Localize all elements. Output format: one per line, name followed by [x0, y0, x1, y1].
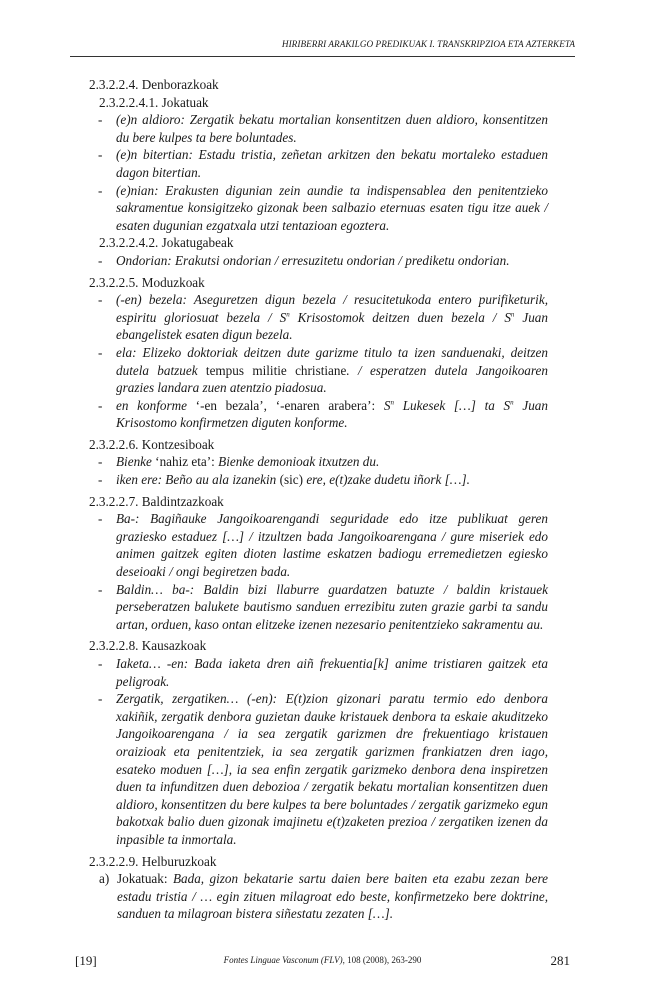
latin-phrase: tempus militie christiane — [205, 362, 347, 378]
example-text: (e)nian: Erakusten digunian zein aundie ta indispensablea den penitentzieko sakramentue konsigitzeko gizonak been salbazio eternuas esaten tigu itze auek / esaten dugunian ezgatxala utzi tentazioan egoztera. — [116, 182, 548, 233]
dash-marker: - — [98, 397, 103, 413]
dash-marker: - — [98, 511, 103, 527]
section-number: 2.3.2.2.7. — [89, 493, 139, 509]
item-label: a) — [99, 871, 110, 887]
section-title: Kontzesiboak — [141, 436, 215, 452]
dash-marker: - — [98, 454, 103, 470]
section-heading-baldintzazkoak — [89, 493, 548, 511]
header-divider — [70, 56, 575, 57]
dash-marker: - — [98, 691, 103, 707]
list-item — [89, 510, 548, 580]
section-title: Helburuzkoak — [141, 853, 217, 869]
sic-note: (sic) — [276, 472, 307, 488]
example-text: ere, e(t)zake dudetu iñork […]. — [306, 472, 470, 488]
text-part: Juan ebangelistek esaten digun bezela. — [116, 309, 548, 343]
subsection-heading-jokatugabeak — [89, 234, 548, 252]
list-item — [89, 870, 548, 923]
example-text: Bienke demonioak itxutzen du. — [218, 454, 380, 470]
example-text: Baldin… ba-: Baldin bizi llaburre guardatzen batuzte / baldin kristauek perseberatzen balukete bautismo sanduen errezibitu zuten grazie garbi ta sandu artan, orduen, kaso ontan elitzeke izenen nezesario penitentzieko sakramentu au. — [116, 581, 548, 632]
list-item — [89, 655, 548, 690]
list-item — [89, 291, 548, 344]
section-number: 2.3.2.2.5. — [89, 274, 139, 290]
example-text: . / esperatzen dutela Jangoikoaren grazies landara zuen atentzio piadosua. — [116, 362, 548, 396]
list-item — [89, 581, 548, 634]
superscript: n — [286, 310, 290, 319]
gloss: ‘nahiz eta’: — [151, 454, 219, 470]
list-item — [89, 453, 548, 471]
example-text: Iaketa… -en: Bada iaketa dren aiñ frekuentia[k] anime tristiaren gaitzek eta peligroak. — [116, 656, 548, 689]
dash-marker: - — [98, 472, 103, 488]
section-title: Jokatugabeak — [161, 235, 234, 251]
dash-marker: - — [98, 344, 103, 360]
journal-issue: , 108 (2008), 263-290 — [342, 955, 422, 965]
superscript: n — [390, 398, 394, 407]
list-item — [89, 182, 548, 235]
list-item — [89, 397, 548, 432]
journal-name: Fontes Linguae Vasconum (FLV) — [223, 955, 343, 965]
example-text: Ba-: Bagiñauke Jangoikoarengandi seguridade edo itze publikuat geren graziesko estaduez […] / itzultzen bada Jangoikoarengana / gure miseriek edo animen gaitzek egiten dioten lastime eskatzen badiogu erremedietzen egiesko deseioaki / ongi begiretzen bada. — [116, 511, 548, 580]
section-title: Moduzkoak — [141, 274, 205, 290]
list-item — [89, 690, 548, 848]
section-number: 2.3.2.2.8. — [89, 638, 139, 654]
section-title: Kausazkoak — [141, 638, 207, 654]
list-item — [89, 146, 548, 181]
section-page-number: [19] — [75, 953, 97, 968]
section-heading-denborazkoak — [89, 76, 548, 94]
dash-marker: - — [98, 182, 103, 198]
text-part: Lukesek […] ta S — [393, 397, 511, 413]
list-item — [89, 111, 548, 146]
text-part: S — [383, 397, 391, 413]
section-number: 2.3.2.2.4.1. — [99, 94, 159, 110]
example-text: Zergatik, zergatiken… (-en): E(t)zion gizonari paratu termio edo denbora xakiñik, zergatik denbora guzietan dauke kristauek denbora ta eskaie akuditzeko Jangoikoarengana / ia sea zergatik garizmen dre frekuentiago kristauen oraizioak eta penitentziek, ia sea zergatik garizmen frankiatzen dren iago, esateko moduen […], ia sea enfin zergatik garizmeko denbora dena inspiretzen duen ta infunditzen duen debozioa / zergatik bekatu mortalian konsentitzen duen aldioro, konsentitzen du bere kulpes ta bere boluntades / zergatik garizmeko egun bakotxak balio duen gizonak imajinetu e(t)zaketen prezioa / zergatiken izenen da inpasible ta inmortala. — [116, 691, 548, 847]
section-number: 2.3.2.2.9. — [89, 853, 139, 869]
list-item — [89, 471, 548, 489]
section-heading-kontzesiboak — [89, 436, 548, 454]
section-title: Jokatuak — [161, 94, 209, 110]
section-heading-helburuzkoak — [89, 853, 548, 871]
text-part: Juan Krisostomo konfirmetzen diguten konforme. — [116, 397, 548, 431]
subsection-heading-jokatuak — [89, 94, 548, 112]
text-part: Krisostomok deitzen duen bezela / S — [289, 309, 511, 325]
list-item — [89, 252, 548, 270]
example-text: Ondorian: Erakutsi ondorian / erresuzitetu ondorian / prediketu ondorian. — [116, 252, 510, 268]
section-title: Baldintzazkoak — [141, 493, 224, 509]
form-label: Bienke — [116, 454, 152, 470]
dash-marker: - — [98, 292, 103, 308]
example-text: Bada, gizon bekatarie sartu daien bere baiten eta ezabu zezan bere estadu tristia / … egin zituen milagroat edo beste, konfirmetzeko bere doktrine, sanduen ta milagroan bistera siñestatu zezaten […]. — [117, 871, 548, 922]
section-heading-moduzkoak — [89, 274, 548, 292]
page-body — [89, 76, 548, 923]
section-number: 2.3.2.2.4. — [89, 77, 139, 92]
example-text: ela: Elizeko doktoriak deitzen dute garizme titulo ta izen sanduenaki, deitzen dutela batzuek — [116, 344, 548, 378]
example-text: (e)n aldioro: Zergatik bekatu mortalian konsentitzen duen aldioro, konsentitzen du bere kulpes ta bere boluntades. — [116, 112, 548, 145]
journal-citation — [75, 955, 570, 965]
page-number: 281 — [550, 953, 570, 968]
dash-marker: - — [98, 581, 103, 597]
section-title: Denborazkoak — [141, 77, 219, 92]
subtype-label: Jokatuak: — [117, 871, 173, 887]
example-text: (e)n bitertian: Estadu tristia, zeñetan arkitzen den bekatu mortaleko estaduen dagon bitertian. — [116, 147, 548, 180]
gloss: ‘-en bezala’, ‘-enaren arabera’: — [186, 397, 384, 413]
page-footer — [75, 953, 570, 973]
superscript: n — [510, 398, 514, 407]
superscript: n — [510, 310, 515, 319]
running-header: HIRIBERRI ARAKILGO PREDIKUAK I. TRANSKRIPZIOA ETA AZTERKETA — [281, 39, 575, 49]
form-label: en konforme — [116, 397, 187, 413]
dash-marker: - — [98, 252, 103, 268]
section-heading-kausazkoak — [89, 637, 548, 655]
dash-marker: - — [98, 147, 103, 163]
dash-marker: - — [98, 112, 103, 128]
dash-marker: - — [98, 656, 103, 671]
example-text — [116, 292, 548, 342]
section-number: 2.3.2.2.6. — [89, 436, 139, 452]
text-part: (-en) bezela: Aseguretzen digun bezela / resucitetukoda entero purifiketurik, espiritu gloriosuat bezela / S — [116, 292, 548, 325]
section-number: 2.3.2.2.4.2. — [99, 235, 159, 251]
list-item — [89, 344, 548, 397]
example-text: iken ere: Beño au ala izanekin — [116, 472, 277, 488]
